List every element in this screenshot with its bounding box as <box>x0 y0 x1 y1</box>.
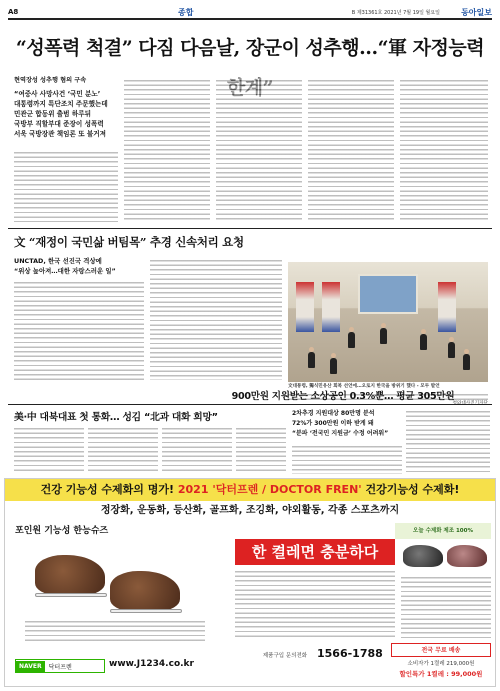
flag-right <box>438 282 456 332</box>
flag-left <box>296 282 314 332</box>
fourth-story-text-col3 <box>162 426 232 474</box>
subhead-4: 국방부 직할부대 준장이 성폭력 <box>14 120 104 128</box>
second-headline[interactable]: 文 “재정이 국민삶 버팀목” 추경 신속처리 요청 <box>14 235 244 249</box>
person <box>448 342 455 358</box>
ad-sale-headline: 한 켤레면 충분하다 <box>235 539 395 565</box>
person <box>330 358 337 374</box>
second-story-text-col2 <box>150 258 282 380</box>
subhead-0: 현역장성 성추행 혐의 구속 <box>14 77 87 84</box>
ad-categories: 정장화, 운동화, 등산화, 골프화, 조깅화, 야외활동, 각종 스포츠까지 <box>100 505 400 516</box>
ad-sale-price: 할인특가 1켤레 : 99,000원 <box>399 670 483 678</box>
advertisement[interactable] <box>4 478 496 687</box>
ad-banner-prefix: 건강 기능성 수제화의 명가! <box>40 483 175 496</box>
page-header <box>8 6 492 20</box>
ad-description <box>235 569 395 639</box>
subhead-5: 서욱 국방장관 책임론 또 불거져 <box>14 130 106 138</box>
ad-phone-number[interactable]: 1566-1788 <box>317 647 383 660</box>
top-subheads <box>14 76 122 139</box>
shoe-image-1 <box>35 555 105 595</box>
second-subhead-1: “위상 높아져…대한 자랑스러운 일” <box>14 267 116 275</box>
ad-free-delivery: 전국 무료 배송 <box>391 643 491 657</box>
shoe-sole-2 <box>110 609 182 613</box>
ad-product-title: 포인원 기능성 한능슈즈 <box>15 526 109 536</box>
divider <box>8 404 492 405</box>
fourth-story-text-col1 <box>14 426 84 474</box>
news-photo[interactable] <box>288 262 488 382</box>
top-story-text-col3 <box>216 78 302 222</box>
second-subhead-0: UNCTAD, 한국 선진국 격상에 <box>14 257 102 265</box>
photo-caption: 文대통령, 獨식민유산 회복 선언에…오로지 한국을 방위기 했다 - 모두 발언 <box>288 384 440 389</box>
fifth-story-text-col1 <box>292 444 402 474</box>
naver-search-text: 닥터프렌 <box>48 663 72 671</box>
fifth-subheads <box>292 409 402 439</box>
fourth-story-text-col4 <box>236 426 286 474</box>
ad-product-specs <box>25 619 205 643</box>
second-subheads <box>14 256 144 276</box>
ad-phone-label: 제품구입 문의전화 <box>262 653 308 659</box>
third-headline[interactable]: 900만원 지원받는 소상공인 0.3%뿐… 평균 305만원 <box>231 391 455 402</box>
subhead-2: 대통령까지 특단조치 주문했는데 <box>14 100 108 108</box>
fourth-story-text-col2 <box>88 426 158 474</box>
subhead-1: “여중사 사망사건 ‘국민 분노’ <box>14 90 101 98</box>
naver-logo: NAVER <box>16 661 45 672</box>
divider <box>8 228 492 229</box>
ad-website[interactable]: www.J1234.co.kr <box>109 659 194 669</box>
top-story-text-col5 <box>400 78 488 222</box>
person <box>420 334 427 350</box>
ad-banner <box>5 479 495 501</box>
top-headline[interactable]: “성폭력 척결” 다짐 다음날, 장군이 성추행…“軍 자정능력 <box>15 37 485 59</box>
shoe-thumb-1 <box>403 545 443 567</box>
fourth-headline[interactable]: 美·中 대북대표 첫 통화… 성김 “北과 대화 희망” <box>14 412 218 423</box>
top-story-text-col1 <box>14 150 118 222</box>
top-story-text-col4 <box>308 78 394 222</box>
person <box>348 332 355 348</box>
person <box>308 352 315 368</box>
fifth-subhead-1: 72%가 300만원 이하 받게 돼 <box>292 420 374 427</box>
subhead-3: 민관군 합동위 출범 하루뒤 <box>14 110 91 118</box>
section-title: 종합 <box>178 8 194 17</box>
ad-original-price: 소비자가 1켤레 219,000원 <box>407 661 475 667</box>
ad-badge: 오늘 수제화 제조 100% <box>395 523 491 539</box>
newspaper-logo[interactable]: 동아일보 <box>461 7 492 17</box>
ad-banner-suffix: 건강기능성 수제화! <box>365 483 460 496</box>
flag-center <box>322 282 340 332</box>
ad-side-text <box>401 575 491 639</box>
second-story-text-col1 <box>14 280 144 380</box>
video-screen <box>358 274 418 314</box>
person <box>380 328 387 344</box>
shoe-sole-1 <box>35 593 107 597</box>
issue-date: B 제31361호 2021년 7월 19일 월요일 <box>351 10 440 16</box>
shoe-image-2 <box>110 571 180 611</box>
person <box>463 354 470 370</box>
naver-search-bar[interactable] <box>15 659 105 673</box>
fifth-story-text-col2 <box>406 409 490 474</box>
ad-banner-brand: 2021 '닥터프렌 / DOCTOR FREN' <box>177 483 362 496</box>
fifth-subhead-0: 2차추경 지원대상 80만명 분석 <box>292 410 375 417</box>
page-number: A8 <box>8 8 19 16</box>
shoe-thumb-2 <box>447 545 487 567</box>
top-story-text-col2 <box>124 78 210 222</box>
fifth-subhead-2: “분파 ‘전국민 지원금’ 수정 어려워” <box>292 430 389 437</box>
